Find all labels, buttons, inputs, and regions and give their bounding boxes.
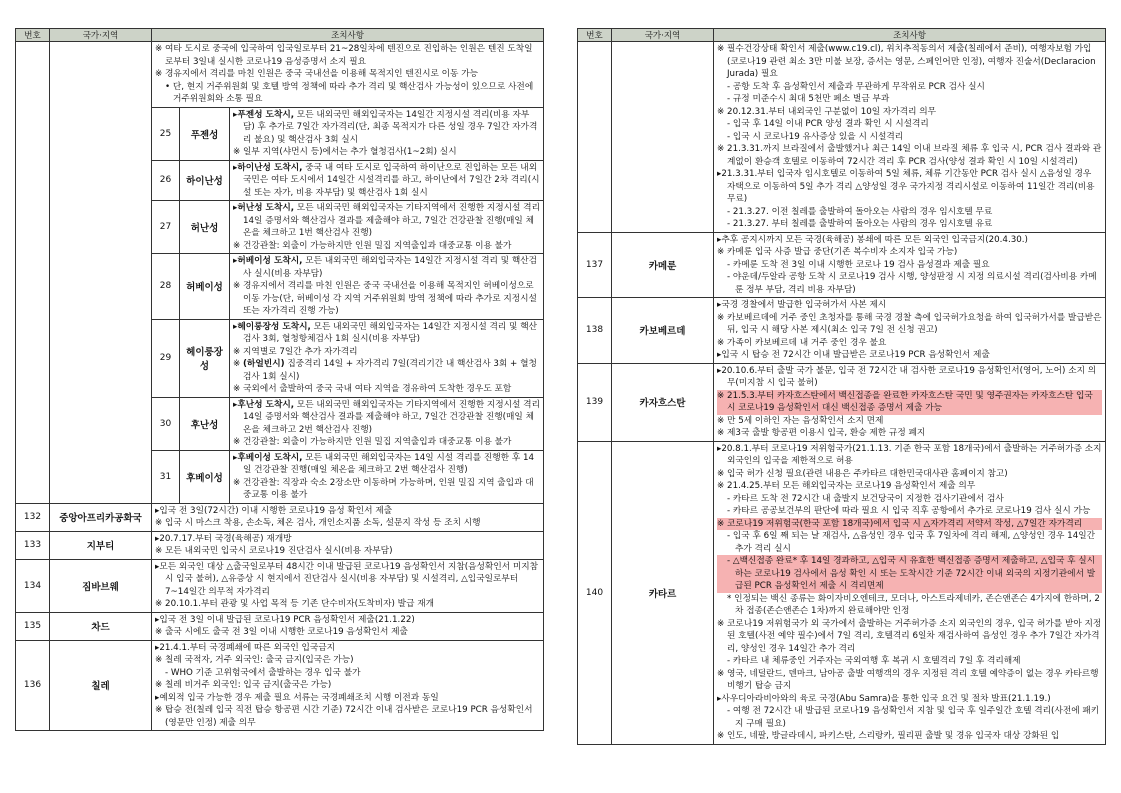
measure-text: ※ 카메룬 입국 사증 발급 중단(기존 복수비자 소지자 입국 가능): [717, 247, 958, 257]
left-header-row: [16, 29, 544, 42]
measure-line: [155, 505, 540, 518]
measure-text: ▸예외적 입국 가능한 경우 제출 필요 서류는 국경폐쇄조치 시행 이전과 동일: [155, 692, 439, 703]
country-measures: [714, 363, 1106, 441]
measure-line: [717, 312, 1102, 337]
city-name: 허베이성: [180, 254, 230, 320]
measure-line: [717, 668, 1102, 693]
measure-text: ※ 20.10.1.부터 관광 및 사업 목적 등 기존 단수비자(도착비자) 발급 재개: [155, 599, 435, 609]
measure-text: ※ 경유지에서 격리를 마친 인원은 중국 국내선을 이용해 목적지인 텐진시로 이동 가능: [155, 69, 478, 79]
country-row: [578, 232, 1106, 298]
measure-line: [717, 655, 1102, 668]
china-continued-text: [152, 42, 544, 108]
measure-line: [717, 206, 1102, 219]
city-measures: [230, 254, 544, 320]
measure-text: - 카메룬 도착 전 3일 이내 시행한 코로나 19 검사 음성결과 제출 필요: [727, 259, 990, 270]
country-name: 차드: [50, 612, 152, 640]
chile-continued-row: [578, 42, 1106, 233]
measure-text: ※ 필수건강상태 확인서 제출(www.c19.cl), 위치추적동의서 제출(칠레에서 준비), 여행자보험 가입(코로나19 관련 최소 3만 미불 보장, 증서는 영문, 스페인어만 인정), 여행자 진술서(Declaracion Jurada) 필요: [717, 44, 1096, 79]
left-page: [15, 28, 544, 731]
measure-text: ※ 건강관찰: 외출이 가능하지만 인원 밀집 지역출입과 대중교통 이용 불가: [233, 437, 512, 447]
right-page: [577, 28, 1106, 745]
measure-text: ※ 건강관찰: 직장과 숙소 2장소만 이동하며 가능하며, 인원 밀집 지역 출입과 대중교통 이용 불가: [233, 477, 534, 500]
city-number: 25: [152, 107, 180, 160]
measure-text: ※ 인도, 네팔, 방글라데시, 파키스탄, 스리랑카, 필리핀 출발 및 경유 입국자 대상 강화된 입: [717, 731, 1060, 741]
measure-line: [717, 530, 1102, 555]
country-measures: [152, 612, 544, 640]
country-row: [16, 612, 544, 640]
country-number: 134: [16, 559, 50, 612]
measure-text: ▸입국 시 탑승 전 72시간 이내 발급받은 코로나19 PCR 음성확인서 제출: [717, 350, 990, 360]
measure-text: - 야운데/두알라 공항 도착 시 코로나19 검사 시행, 양성판정 시 지정 의료시설 격리(검사비용 카메룬 정부 부담, 격리 비용 자부담): [727, 272, 1097, 295]
measure-text: ※ 영국, 네덜란드, 덴마크, 남아공 출발 여행객의 경우 지정된 격리 호텔 예약증이 없는 경우 카타르행 비행기 탑승 금지: [717, 668, 1099, 691]
country-number: 136: [16, 640, 50, 731]
measure-line: [717, 43, 1102, 81]
measure-line: [155, 81, 540, 106]
measure-text: ▸사우디아라비아와의 육로 국경(Abu Samra)을 통한 입국 요건 및 절차 발표(21.1.19.): [717, 693, 1051, 704]
measure-text: ※ 가족이 카보베르데 내 거주 중인 경우 불요: [717, 337, 887, 348]
measure-line: [717, 131, 1102, 144]
header-country: 국가·지역: [612, 29, 714, 42]
measure-line: [717, 480, 1102, 493]
measure-text: ※ 21.4.25.부터 모든 해외입국자는 코로나19 음성확인서 제출 의무: [717, 481, 976, 491]
country-name: 카보베르데: [612, 298, 714, 364]
measure-line: [155, 692, 540, 705]
measure-line: [155, 561, 540, 599]
city-number: 30: [152, 397, 180, 450]
measure-line: [155, 545, 540, 558]
measure-line: [233, 202, 540, 240]
measure-text: ※ 건강관찰: 외출이 가능하지만 인원 밀집 지역출입과 대중교통 이용 불가: [233, 240, 512, 251]
left-measures-table: [15, 28, 544, 731]
city-measures: [230, 397, 544, 450]
measure-line: [233, 346, 540, 359]
chile-continued-text: [714, 42, 1106, 233]
measure-text: ※ 20.12.31.부터 내외국인 구분없이 10일 자가격리 의무: [717, 106, 937, 117]
country-measures: [714, 232, 1106, 298]
measure-text: ▸허난성 도착시,: [233, 203, 295, 213]
country-row: [16, 503, 544, 531]
city-number: 31: [152, 450, 180, 503]
measure-line: [155, 626, 540, 639]
measure-text: ▸모든 외국인 대상 △출국일로부터 48시간 이내 발급된 코로나19 음성확인서 지참(음성확인서 미지참 시 입국 불허), △유증상 시 현지에서 진단검사 실시(비용 자부담) 및 시설격리, △입국일로부터 7~14일간 의무적 자가격리: [155, 561, 539, 597]
measure-line: [717, 259, 1102, 272]
measure-line: [717, 618, 1102, 656]
measure-line: [717, 693, 1102, 706]
measure-text: ※ 칠레 국적자, 거주 외국인: 출국 금지(입국은 가능): [155, 655, 354, 665]
measure-text: - 입국 후 6일 째 되는 날 재검사, △음성인 경우 입국 후 7일차에 격리 해제, △양성인 경우 14일간 추가 격리 실시: [727, 531, 1096, 554]
measure-text: - 카타르 도착 전 72시간 내 출발지 보건당국이 지정한 검사기관에서 검사: [727, 493, 1004, 504]
measure-line: [233, 452, 540, 477]
country-name: 지부티: [50, 531, 152, 559]
measure-text: ▸추후 공지시까지 모든 국경(육해공) 봉쇄에 따른 모든 외국인 입국금지(20.4.30.): [717, 234, 1028, 245]
measure-line: [233, 321, 540, 346]
country-measures: [152, 640, 544, 731]
measure-line: [717, 234, 1102, 247]
chile-number-cell: [578, 42, 612, 233]
measure-text: - WHO 기준 고위험국에서 출발하는 경우 입국 불가: [165, 667, 361, 678]
city-row: [152, 160, 544, 201]
measure-line: [717, 468, 1102, 481]
measure-line: [717, 443, 1102, 468]
measure-text: - 규정 미준수시 최대 5천만 페소 벌금 부과: [727, 94, 890, 104]
measure-text: 모든 내외국민 해외입국자는 14일간 지정시설 격리 및 핵산검사 3회, 혈청항체검사 1회 실시(비용 자부담): [243, 321, 537, 344]
measure-text: ※ 경유지에서 격리를 마친 인원은 중국 국내선을 이용해 목적지인 허베이성으로 이동 가능(단, 허베이성 각 지역 거주위원회 방역 정책에 따라 추가로 지정시설 또는 자가격리 진행 가능): [233, 281, 537, 316]
measure-text: ※ 카보베르데에 거주 중인 초청자를 통해 국경 경찰 측에 입국허가요청을 하여 입국허가서를 발급받은 뒤, 입국 시 해당 사본 제시(최소 입국 7일 전 신청 권고): [717, 312, 1102, 335]
measure-line: [233, 477, 540, 502]
header-country: 국가·지역: [50, 29, 152, 42]
measure-text: • 단, 현지 거주위원회 및 호텔 방역 정책에 따라 추가 격리 및 핵산검사 가능성이 있으므로 사전에 거주위원회와 소통 필요: [165, 81, 534, 104]
measure-text: * 인정되는 백신 종류는 화이자비오엔테크, 모더나, 아스트라제네카, 존슨앤존슨 4가지에 한하며, 2차 접종(존슨앤존슨 1차)까지 완료해야만 인정: [727, 593, 1100, 616]
measure-text: 모든 내외국민 해외입국자는 14일간 지정시설 격리 및 핵산검사 실시(비용 자부담): [243, 256, 537, 279]
country-number: 137: [578, 232, 612, 298]
measure-line: [155, 43, 540, 68]
measure-text: ▸20.7.17.부터 국경(육해공) 재개방: [155, 533, 292, 544]
city-number: 29: [152, 319, 180, 397]
measure-text: - 카타르 내 체류중인 거주자는 국외여행 후 복귀 시 호텔격리 7일 후 격리해제: [727, 656, 1021, 666]
measure-text: 모든 내외국민 해외입국자는 14일 시설 격리를 진행한 후 14일 건강관찰 진행(매일 체온을 체크하고 2번 핵산검사 진행): [243, 452, 535, 475]
measure-text: ▸20.10.6.부터 출발 국가 불문, 입국 전 72시간 내 검사한 코로나19 음성확인서(영어, 노어) 소지 의무(미지참 시 입국 불허): [717, 365, 1097, 388]
city-name: 하이난성: [180, 160, 230, 201]
measure-line: [717, 218, 1102, 231]
measure-text: ※ 국외에서 출발하여 중국 국내 여타 지역을 경유하여 도착한 경우도 포함: [233, 384, 512, 394]
measure-line: [717, 93, 1102, 106]
country-number: 132: [16, 503, 50, 531]
measure-line: [717, 730, 1102, 743]
country-number: 133: [16, 531, 50, 559]
measure-text: ▸20.8.1.부터 코로나19 저위험국가(21.1.13. 기준 한국 포함 18개국)에서 출발하는 거주허가증 소지 외국인의 입국을 제한적으로 허용: [717, 443, 1102, 466]
china-continued-row: [16, 42, 544, 108]
measure-text: 집중격리 14일 + 자가격리 7일(격리기간 내 핵산검사 3회 + 혈청검사 1회 실시): [243, 359, 537, 382]
measure-text: ※ 21.3.31.까지 브라질에서 출발했거나 최근 14일 이내 브라질 체류 후 입국 시, PCR 검사 결과와 관계없이 환승객 호텔로 이동하여 72시간 격리 후 PCR 검사(양성 결과 확인 시 10일 시설격리): [717, 144, 1102, 167]
city-row: [152, 107, 544, 160]
country-number: 139: [578, 363, 612, 441]
city-name: 후베이성: [180, 450, 230, 503]
country-number: 138: [578, 298, 612, 364]
measure-text: ▸허베이성 도착시,: [233, 256, 303, 266]
measure-text: ※ 제3국 출발 항공편 이용시 입국, 환승 제한 규정 폐지: [717, 428, 926, 438]
measure-text: 모든 내외국민 해외입국자는 기타지역에서 진행한 지정시설 격리 14일 증명서와 핵산검사 결과를 제출해야 하고, 7일간 건강관찰 진행(매일 체온을 체크하고 2번 핵산검사 진행): [243, 399, 540, 435]
measure-text: ※ 출국 시에도 출국 전 3일 이내 시행한 코로나19 음성확인서 제출: [155, 627, 408, 637]
country-number: 140: [578, 441, 612, 744]
measure-line: [233, 280, 540, 318]
country-row: [16, 531, 544, 559]
measure-text: - 입국 시 코로나19 유사증상 있을 시 시설격리: [727, 131, 904, 142]
city-name: 헤이룽장성: [180, 319, 230, 397]
measure-text: ※ 입국 허가 신청 필요(관련 내용은 주카타르 대한민국대사관 홈페이지 참고): [717, 468, 1008, 479]
header-measure: 조치사항: [152, 29, 544, 42]
measure-text: ※ 일부 지역(샤먼시 등)에서는 추가 혈청검사(1~2회) 실시: [233, 147, 457, 157]
city-name: 푸젠성: [180, 107, 230, 160]
city-number: 26: [152, 160, 180, 201]
measure-line: [155, 517, 540, 530]
header-measure: 조치사항: [714, 29, 1106, 42]
measure-line: [717, 365, 1102, 390]
measure-line: [155, 533, 540, 546]
measure-text: - 21.3.27. 부터 칠레를 출발하여 돌아오는 사람의 경우 임시호텔 유료: [727, 219, 993, 229]
measure-text: - 입국 후 14일 이내 PCR 양성 결과 확인 시 시설격리: [727, 119, 929, 129]
country-row: [16, 559, 544, 612]
measure-line: [717, 390, 1102, 415]
country-measures: [714, 441, 1106, 744]
measure-line: [717, 505, 1102, 518]
country-name: 중앙아프리카공화국: [50, 503, 152, 531]
measure-line: [155, 704, 540, 729]
measure-line: [233, 399, 540, 437]
measure-line: [717, 143, 1102, 168]
measure-line: [233, 383, 540, 396]
measure-line: [717, 593, 1102, 618]
measure-text: ▸21.4.1.부터 국경폐쇄에 따른 외국인 입국금지: [155, 642, 336, 653]
measure-text: ※ 입국 시 마스크 착용, 손소독, 체온 검사, 개인소지품 소독, 설문지 작성 등 조치 시행: [155, 518, 481, 528]
measure-text: ※ 만 5세 이하인 자는 음성확인서 소지 면제: [717, 415, 884, 426]
country-row: [578, 441, 1106, 744]
country-measures: [152, 559, 544, 612]
country-row: [578, 363, 1106, 441]
measure-text: ※ 칠레 비거주 외국인: 입국 금지(출국은 가능): [155, 680, 332, 690]
right-measures-table: [577, 28, 1106, 745]
measure-text: 모든 내외국민 해외입국자는 기타지역에서 진행한 지정시설 격리 14일 증명서와 핵산검사 결과를 제출해야 하고, 7일간 건강관찰 진행(매일 체온을 체크하고 1번 핵산검사 진행): [243, 203, 540, 238]
country-measures: [152, 531, 544, 559]
measure-text: 중국 내 여타 도시로 입국하여 하이난으로 진입하는 모든 내외국민은 여타 도시에서 14일간 시설격리를 하고, 하이난에서 7일간 2차 격리(시설 또는 자가, 비용 자부담) 및 핵산검사 1회 실시: [243, 162, 540, 198]
measure-line: [717, 337, 1102, 350]
measure-line: [717, 493, 1102, 506]
measure-text: ※ 21.5.3.부터 카자흐스탄에서 백신접종을 완료한 카자흐스탄 국민 및 영주권자는 카자흐스탄 입국 시 코로나19 음성확인서 대신 백신접종 증명서 제출 가능: [717, 390, 1093, 413]
measure-text: - △백신접종 완료* 후 14일 경과하고, △입국 시 유효한 백신접종 증명서 제출하고, △입국 후 실시하는 코로나19 검사에서 음성 확인 시 또는 도착시간 기준 72시간 이내 외국의 지정기관에서 발급된 PCR 음성확인서 제출 시 격리면제: [727, 556, 1096, 591]
measure-text: ※: [233, 359, 244, 369]
measure-text: - 21.3.27. 이전 칠레를 출발하여 돌아오는 사람의 경우 임시호텔 무료: [727, 206, 993, 217]
measure-line: [717, 705, 1102, 730]
china-cities-table: [151, 107, 544, 504]
measure-line: [155, 642, 540, 655]
measure-text: ▸국경 경찰에서 발급한 입국허가서 사본 제시: [717, 300, 887, 310]
measure-text: ※ 모든 내외국민 입국시 코로나19 진단검사 실시(비용 자부담): [155, 546, 393, 556]
measure-text: ▸헤이룽장성 도착시,: [233, 321, 311, 332]
city-measures: [230, 201, 544, 254]
measure-line: [233, 109, 540, 147]
measure-line: [717, 168, 1102, 206]
china-country-cell: [50, 42, 152, 504]
city-number: 27: [152, 201, 180, 254]
city-number: 28: [152, 254, 180, 320]
measure-text: ※ 여타 도시로 중국에 입국하여 입국일로부터 21~28일차에 텐진으로 진입하는 인원은 텐진 도착일로부터 3일내 실시한 코로나19 음성증명서 소지 필요: [155, 44, 533, 67]
right-header-row: [578, 29, 1106, 42]
measure-line: [233, 255, 540, 280]
measure-text: ※ 코로나19 저위험국가 외 국가에서 출발하는 거주허가증 소지 외국인의 경우, 입국 허가를 받아 지정된 호텔(사전 예약 필수)에서 7일 격리, 호텔격리 6일차 재검사하여 음성인 경우 추가 7일간 자가격리, 양성인 경우 14일간 추가 격리: [717, 618, 1102, 654]
header-no: 번호: [16, 29, 50, 42]
measure-line: [233, 240, 540, 253]
measure-line: [233, 358, 540, 383]
measure-line: [717, 518, 1102, 531]
city-name: 허난성: [180, 201, 230, 254]
measure-line: [717, 81, 1102, 94]
country-name: 카메룬: [612, 232, 714, 298]
city-row: [152, 450, 544, 503]
measure-line: [717, 271, 1102, 296]
measure-line: [155, 614, 540, 627]
measure-line: [717, 246, 1102, 259]
country-number: 135: [16, 612, 50, 640]
measure-text: ※ 탑승 전(칠레 입국 직전 탑승 항공편 시간 기준) 72시간 이내 검사받은 코로나19 PCR 음성확인서(영문만 인정) 제출 의무: [155, 705, 533, 728]
measure-text: ▸21.3.31.부터 입국자 임시호텔로 이동하여 5일 체류, 체류 기간동안 PCR 검사 실시 △음성일 경우 자택으로 이동하여 5일 추가 격리 △양성일 경우 국가지정 격리시설로 이동하여 11일간 격리(비용무료): [717, 169, 1095, 204]
chile-country-cell: [612, 42, 714, 233]
country-measures: [152, 503, 544, 531]
country-measures: [714, 298, 1106, 364]
city-row: [152, 319, 544, 397]
measure-line: [717, 555, 1102, 593]
measure-text: - 여행 전 72시간 내 발급된 코로나19 음성확인서 지참 및 입국 후 일주일간 호텔 격리(사전에 패키지 구매 필요): [727, 706, 1100, 729]
measure-line: [717, 299, 1102, 312]
measure-line: [717, 415, 1102, 428]
measure-line: [155, 598, 540, 611]
measure-text: ※ 코로나19 저위험국(한국 포함 18개국)에서 입국 시 △자가격리 서약서 작성, △7일간 자가격리: [717, 518, 1083, 529]
city-measures: [230, 107, 544, 160]
measure-line: [233, 162, 540, 200]
measure-line: [717, 349, 1102, 362]
measure-text: 모든 내외국민 해외입국자는 14일간 지정시설 격리(비용 자부담) 후 추가로 7일간 자가격리(단, 최종 목적지가 다른 성일 경우 7일간 자가격리 불요) 및 핵산검사 3회 실시: [243, 109, 538, 145]
measure-text: (하얼빈시): [243, 359, 285, 369]
measure-line: [155, 667, 540, 680]
measure-text: - 카타르 공공보건부의 판단에 따라 필요 시 입국 직후 공항에서 추가로 코로나19 검사 실시 가능: [727, 506, 1091, 516]
measure-text: ▸입국 전 3일 이내 발급된 코로나19 PCR 음성확인서 제출(21.1.22): [155, 614, 415, 625]
city-row: [152, 201, 544, 254]
measure-line: [717, 118, 1102, 131]
city-row: [152, 254, 544, 320]
measure-text: ▸입국 전 3일(72시간) 이내 시행한 코로나19 음성 확인서 제출: [155, 505, 393, 516]
country-row: [578, 298, 1106, 364]
country-name: 짐바브웨: [50, 559, 152, 612]
city-measures: [230, 319, 544, 397]
country-name: 칠레: [50, 640, 152, 731]
measure-line: [155, 679, 540, 692]
header-no: 번호: [578, 29, 612, 42]
measure-text: ▸푸젠성 도착시,: [233, 109, 295, 120]
measure-line: [233, 146, 540, 159]
measure-text: ▸후베이성 도착시,: [233, 452, 303, 463]
measure-text: ▸하이난성 도착시,: [233, 162, 303, 173]
china-number-cell: [16, 42, 50, 504]
country-name: 카자흐스탄: [612, 363, 714, 441]
measure-text: ※ 지역별로 7일간 추가 자가격리: [233, 346, 358, 357]
measure-line: [717, 106, 1102, 119]
measure-line: [155, 68, 540, 81]
measure-text: ▸후난성 도착시,: [233, 399, 295, 410]
measure-line: [233, 436, 540, 449]
city-name: 후난성: [180, 397, 230, 450]
measure-line: [155, 654, 540, 667]
city-measures: [230, 450, 544, 503]
city-row: [152, 397, 544, 450]
city-measures: [230, 160, 544, 201]
measure-text: - 공항 도착 후 음성확인서 제출과 무관하게 무작위로 PCR 검사 실시: [727, 81, 985, 92]
country-row: [16, 640, 544, 731]
country-name: 카타르: [612, 441, 714, 744]
measure-line: [717, 427, 1102, 440]
china-cities-cell: [152, 107, 544, 503]
